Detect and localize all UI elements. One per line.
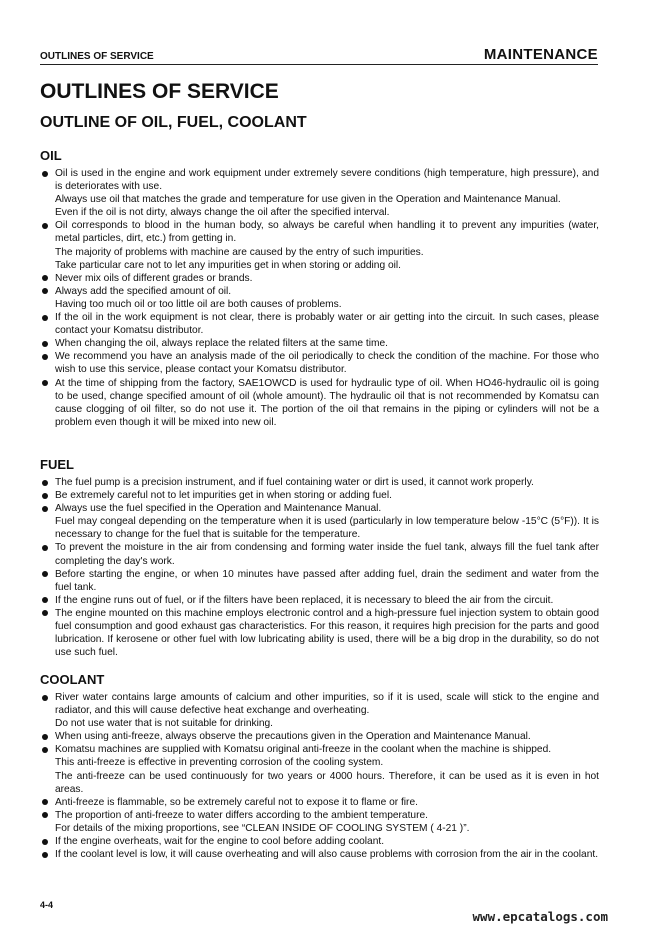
bullet-item bbox=[40, 377, 599, 429]
bullet-text: The fuel pump is a precision instrument, and if fuel containing water or dirt is used, it cannot work properly. bbox=[55, 477, 534, 488]
bullet-dot-icon bbox=[42, 223, 48, 229]
bullet-dot-icon bbox=[42, 506, 48, 512]
bullet-item bbox=[40, 568, 599, 594]
bullet-item bbox=[40, 809, 599, 835]
bullet-text: When using anti-freeze, always observe the precautions given in the Operation and Maintenance Manual. bbox=[55, 731, 531, 743]
bullet-item bbox=[40, 796, 599, 809]
bullet-item bbox=[40, 476, 599, 489]
section-fuel bbox=[40, 457, 599, 659]
bullet-dot-icon bbox=[42, 799, 48, 805]
bullet-text: Always use the fuel specified in the Operation and Maintenance Manual. bbox=[55, 503, 382, 515]
bullet-dot-icon bbox=[42, 734, 48, 740]
bullet-continuation-text: Take particular care not to let any impurities get in when storing or adding oil. bbox=[55, 259, 401, 271]
bullet-dot-icon bbox=[42, 354, 48, 360]
bullet-dot-icon bbox=[42, 380, 48, 386]
section-heading: COOLANT bbox=[40, 672, 105, 687]
bullet-dot-icon bbox=[42, 571, 48, 577]
bullet-text: Never mix oils of different grades or brands. bbox=[55, 272, 253, 284]
bullet-item bbox=[40, 167, 599, 219]
bullet-text: Before starting the engine, or when 10 minutes have passed after adding fuel, drain the sediment and water from the fuel tank. bbox=[55, 568, 599, 593]
header-section-title: OUTLINES OF SERVICE bbox=[40, 51, 154, 62]
bullet-item bbox=[40, 285, 599, 311]
bullet-dot-icon bbox=[42, 610, 48, 616]
bullet-dot-icon bbox=[42, 493, 48, 499]
watermark: www.epcatalogs.com bbox=[472, 909, 608, 924]
bullet-dot-icon bbox=[42, 545, 48, 551]
bullet-text: At the time of shipping from the factory, SAE1OWCD is used for hydraulic type of oil. When HO46-hydraulic oil is going to be used, change specified amount of oil (whole amount). The hydraulic oil that is not recommended by Komatsu can cause clogging of oil filter, so do not use it. The portion of the oil that remains in the piping or cylinders will not be a problem even though it will be mixed into new oil. bbox=[55, 377, 599, 428]
bullet-dot-icon bbox=[42, 597, 48, 603]
bullet-continuation-text: The majority of problems with machine are caused by the entry of such impurities. bbox=[55, 246, 424, 258]
bullet-item bbox=[40, 219, 599, 271]
bullet-text: Oil corresponds to blood in the human body, so always be careful when handling it to prevent any impurities (water, metal particles, dirt, etc.) from getting in. bbox=[55, 220, 599, 245]
bullet-item bbox=[40, 835, 599, 848]
section-heading: OIL bbox=[40, 148, 62, 163]
bullet-continuation-text: This anti-freeze is effective in preventing corrosion of the cooling system. bbox=[55, 757, 384, 769]
bullet-dot-icon bbox=[42, 315, 48, 321]
bullet-continuation-text: For details of the mixing proportions, see “CLEAN INSIDE OF COOLING SYSTEM ( 4-21 )”. bbox=[55, 822, 470, 834]
bullet-dot-icon bbox=[42, 341, 48, 347]
bullet-continuation-text: Always use oil that matches the grade and temperature for use given in the Operation and Maintenance Manual. bbox=[55, 194, 561, 206]
bullet-dot-icon bbox=[42, 171, 48, 177]
bullet-text: Oil is used in the engine and work equipment under extremely severe conditions (high temperature, high pressure), and is deteriorates with use. bbox=[55, 168, 599, 193]
bullet-dot-icon bbox=[42, 812, 48, 818]
bullet-dot-icon bbox=[42, 480, 48, 486]
bullet-text: If the coolant level is low, it will cause overheating and will also cause problems with corrosion from the air in the coolant. bbox=[55, 849, 599, 861]
bullet-continuation-text: Do not use water that is not suitable for drinking. bbox=[55, 718, 274, 730]
bullet-item bbox=[40, 730, 599, 743]
bullet-item bbox=[40, 311, 599, 337]
bullet-text: Always add the specified amount of oil. bbox=[55, 285, 232, 297]
section-coolant bbox=[40, 672, 599, 861]
bullet-dot-icon bbox=[42, 695, 48, 701]
running-header bbox=[40, 44, 598, 65]
bullet-dot-icon bbox=[42, 275, 48, 281]
bullet-dot-icon bbox=[42, 839, 48, 845]
bullet-dot-icon bbox=[42, 747, 48, 753]
section-heading: FUEL bbox=[40, 457, 74, 472]
bullet-text: The proportion of anti-freeze to water differs according to the ambient temperature. bbox=[55, 809, 428, 821]
bullet-continuation-text: The anti-freeze can be used continuously for two years or 4000 hours. Therefore, it can be used as it is even in hot areas. bbox=[55, 770, 599, 795]
bullet-item bbox=[40, 272, 599, 285]
bullet-text: To prevent the moisture in the air from condensing and forming water inside the fuel tank, always fill the fuel tank after completing the day's work. bbox=[55, 542, 599, 567]
bullet-item bbox=[40, 350, 599, 376]
bullet-continuation-text: Having too much oil or too little oil are both causes of problems. bbox=[55, 298, 342, 310]
bullet-item bbox=[40, 848, 599, 861]
bullet-text: If the engine runs out of fuel, or if the filters have been replaced, it is necessary to bleed the air from the circuit. bbox=[55, 594, 554, 606]
header-chapter-title: MAINTENANCE bbox=[483, 46, 598, 63]
bullet-continuation-text: Fuel may congeal depending on the temperature when it is used (particularly in low temperature below -15°C (5°F)). It is necessary to change for the fuel that is suitable for the temperature. bbox=[55, 516, 599, 541]
bullet-item bbox=[40, 541, 599, 567]
page-subtitle: OUTLINE OF OIL, FUEL, COOLANT bbox=[40, 114, 307, 131]
page-title: OUTLINES OF SERVICE bbox=[40, 80, 279, 103]
bullet-text: We recommend you have an analysis made of the oil periodically to check the condition of the machine. For those who wish to use this service, please contact your Komatsu distributor. bbox=[55, 351, 599, 376]
bullet-text: When changing the oil, always replace the related filters at the same time. bbox=[55, 338, 388, 350]
bullet-text: Anti-freeze is flammable, so be extremely careful not to expose it to flame or fire. bbox=[55, 796, 418, 808]
bullet-item bbox=[40, 502, 599, 541]
bullet-dot-icon bbox=[42, 852, 48, 858]
bullet-item bbox=[40, 607, 599, 659]
bullet-item bbox=[40, 691, 599, 730]
bullet-text: Komatsu machines are supplied with Komatsu original anti-freeze in the coolant when the machine is shipped. bbox=[55, 744, 552, 756]
bullet-dot-icon bbox=[42, 288, 48, 294]
bullet-text: If the engine overheats, wait for the engine to cool before adding coolant. bbox=[55, 836, 385, 848]
bullet-text: If the oil in the work equipment is not clear, there is probably water or air getting into the circuit. In such cases, please contact your Komatsu distributor. bbox=[55, 312, 599, 337]
bullet-text: River water contains large amounts of calcium and other impurities, so if it is used, scale will stick to the engine and radiator, and this will cause defective heat exchange and overheating. bbox=[55, 692, 599, 717]
bullet-item bbox=[40, 489, 599, 502]
bullet-item bbox=[40, 337, 599, 350]
bullet-item bbox=[40, 743, 599, 795]
bullet-continuation-text: Even if the oil is not dirty, always change the oil after the specified interval. bbox=[55, 207, 390, 219]
section-oil bbox=[40, 148, 599, 429]
bullet-text: Be extremely careful not to let impurities get in when storing or adding fuel. bbox=[55, 490, 392, 502]
page-number: 4-4 bbox=[40, 900, 54, 910]
bullet-item bbox=[40, 594, 599, 607]
bullet-text: The engine mounted on this machine employs electronic control and a high-pressure fuel injection system to obtain good fuel consumption and good exhaust gas characteristics. For this reason, it requires high precision for the parts and good lubrication. If kerosene or other fuel with low lubricating ability is used, there will be a big drop in the durability, so do not use such fuel. bbox=[55, 607, 599, 659]
